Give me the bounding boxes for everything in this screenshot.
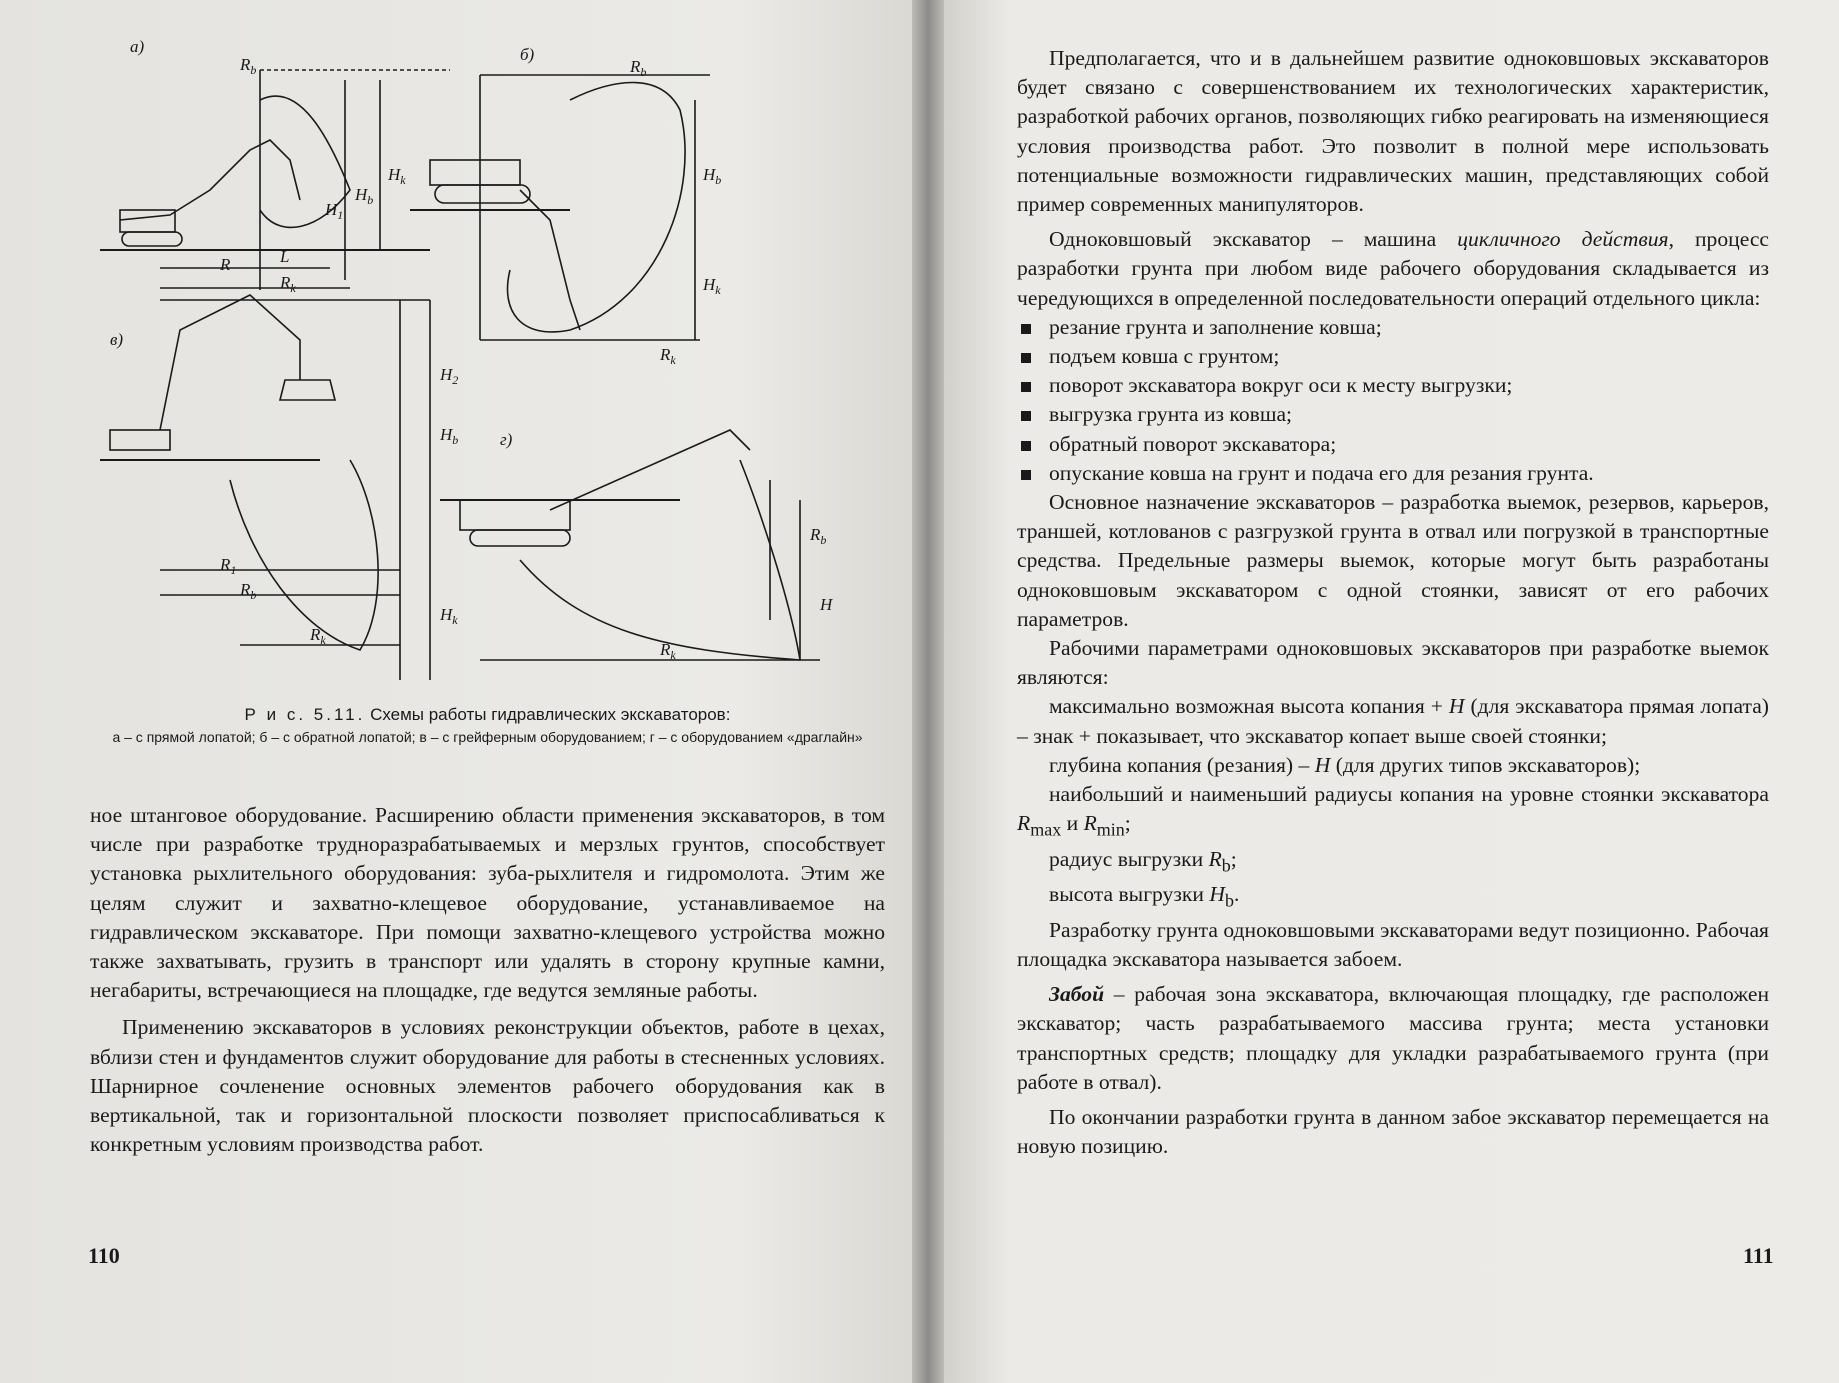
caption-text: Схемы работы гидравлических экскаваторов:	[370, 705, 731, 724]
label-hk-a: $H_k$	[388, 165, 406, 187]
panel-label-b: б)	[520, 45, 535, 64]
panel-label-a: а)	[130, 40, 145, 56]
caption-label: Р и с. 5.11.	[244, 705, 366, 724]
paragraph: радиус выгрузки $R_b$;	[1049, 846, 1237, 876]
paragraph: Разработку грунта одноковшовыми экскаваторами ведут позиционно. Рабочая площадка экскаватора называется забоем.	[1017, 917, 1769, 972]
figure-caption-description: а – с прямой лопатой; б – с обратной лопатой; в – с грейферным оборудованием; г – с оборудованием «драглайн»	[112, 729, 863, 745]
label-rk-d: $R_k$	[660, 640, 676, 662]
label-hk-c: $H_k$	[440, 605, 458, 627]
list-item: подъем ковша с грунтом;	[1017, 342, 1769, 371]
label-hb-b: $H_b$	[703, 165, 722, 187]
paragraph: Основное назначение экскаваторов – разработка выемок, резервов, карьеров, траншей, котлованов с разгрузкой грунта в отвал или погрузкой в транспортные средства. Предельные размеры выемок, которые могут быть разработаны одноковшовым экскаватором с одной стоянки, зависят от его рабочих параметров.	[1017, 490, 1769, 631]
label-rk-b: $R_k$	[660, 345, 676, 367]
label-hk-b: $H_k$	[703, 275, 721, 297]
list-item: опускание ковша на грунт и подача его для резания грунта.	[1017, 459, 1769, 488]
paragraph: Применению экскаваторов в условиях реконструкции объектов, работе в цехах, вблизи стен и фундаментов служит оборудование для работы в стесненных условиях. Шарнирное сочленение основных элементов рабочего оборудования как в вертикальной, так и горизонтальной плоскости позволяет приспосабливаться к конкретным условиям производства работ.	[90, 1015, 885, 1157]
paragraph: максимально возможная высота копания + H (для экскаватора прямая лопата) – знак + показывает, что экскаватор копает выше своей стоянки;	[1017, 694, 1769, 748]
paragraph: глубина копания (резания) – H (для других типов экскаваторов);	[1049, 752, 1641, 777]
panel-label-d: г)	[500, 430, 513, 449]
list-item: обратный поворот экскаватора;	[1017, 430, 1769, 459]
label-rb-b: $R_b$	[630, 57, 647, 79]
label-rb-d: $R_b$	[810, 525, 827, 547]
figure-drawing	[100, 40, 900, 700]
list-item: выгрузка грунта из ковша;	[1017, 400, 1769, 429]
label-h-d: H	[820, 595, 833, 614]
label-rk-a: $R_k$	[280, 273, 296, 295]
label-h2-c: $H_2$	[440, 365, 459, 387]
label-r-a: R	[220, 255, 231, 274]
label-hb-a: $H_b$	[355, 185, 374, 207]
label-hb-c: $H_b$	[440, 425, 459, 447]
right-page-body	[1017, 44, 1769, 1161]
paragraph: высота выгрузки $H_b$.	[1049, 882, 1240, 911]
book-gutter	[912, 0, 944, 1383]
label-rb-c: $R_b$	[240, 580, 257, 602]
label-rk-c: $R_k$	[310, 625, 326, 647]
list-item: резание грунта и заполнение ковша;	[1017, 313, 1769, 342]
figure-caption-title	[90, 705, 885, 725]
paragraph: ное штанговое оборудование. Расширению области применения экскаваторов, в том числе при разработке трудноразрабатываемых и мерзлых грунтов, способствует установка рыхлительного оборудования: зуба-рыхлителя и гидромолота. Этим же целям служит и захватно-клещевое оборудование, устанавливаемое на гидравлическом экскаваторе. При помощи захватно-клещевого устройства можно также захватывать, грузить в транспорт или удалять в сторону крупные камни, негабариты, встречающиеся на площадке, где ведутся земляные работы.	[90, 803, 885, 1003]
label-h1-a: $H_1$	[325, 200, 344, 222]
page-number-right: 111	[1743, 1243, 1774, 1268]
excavator-schemes-figure	[100, 40, 900, 700]
paragraph: Одноковшовый экскаватор – машина цикличного действия, процесс разработки грунта при любом виде рабочего оборудования складывается из чередующихся в определенной последовательности операций отдельного цикла:	[1017, 227, 1769, 310]
paragraph: По окончании разработки грунта в данном забое экскаватор перемещается на новую позицию.	[1017, 1105, 1769, 1159]
page-number-left: 110	[88, 1243, 120, 1268]
label-rb-a: $R_b$	[240, 55, 257, 77]
paragraph: Рабочими параметрами одноковшовых экскаваторов при разработке выемок являются:	[1017, 636, 1769, 690]
label-r1-c: $R_1$	[220, 555, 237, 577]
label-l-a: L	[280, 247, 290, 266]
panel-label-c: в)	[110, 330, 124, 349]
paragraph: Предполагается, что и в дальнейшем развитие одноковшовых экскаваторов будет связано с совершенствованием их технологических характеристик, разработкой рабочих органов, позволяющих гибко реагировать на изменяющиеся условия производства работ. Это позволит в полной мере использовать потенциальные возможности гидравлических машин, представляющих собой пример современных манипуляторов.	[1017, 46, 1769, 217]
paragraph: наибольший и наименьший радиусы копания на уровне стоянки экскаватора $R_{max}$ и $R_{min}$;	[1017, 782, 1769, 840]
list-item: поворот экскаватора вокруг оси к месту выгрузки;	[1017, 371, 1769, 400]
left-page-body	[90, 801, 885, 1159]
cycle-operations-list	[1017, 313, 1769, 488]
paragraph: Забой – рабочая зона экскаватора, включающая площадку, где расположен экскаватор; часть разрабатываемого массива грунта; места установки транспортных средств; площадку для укладки разрабатываемого грунта (при работе в отвал).	[1017, 982, 1769, 1094]
